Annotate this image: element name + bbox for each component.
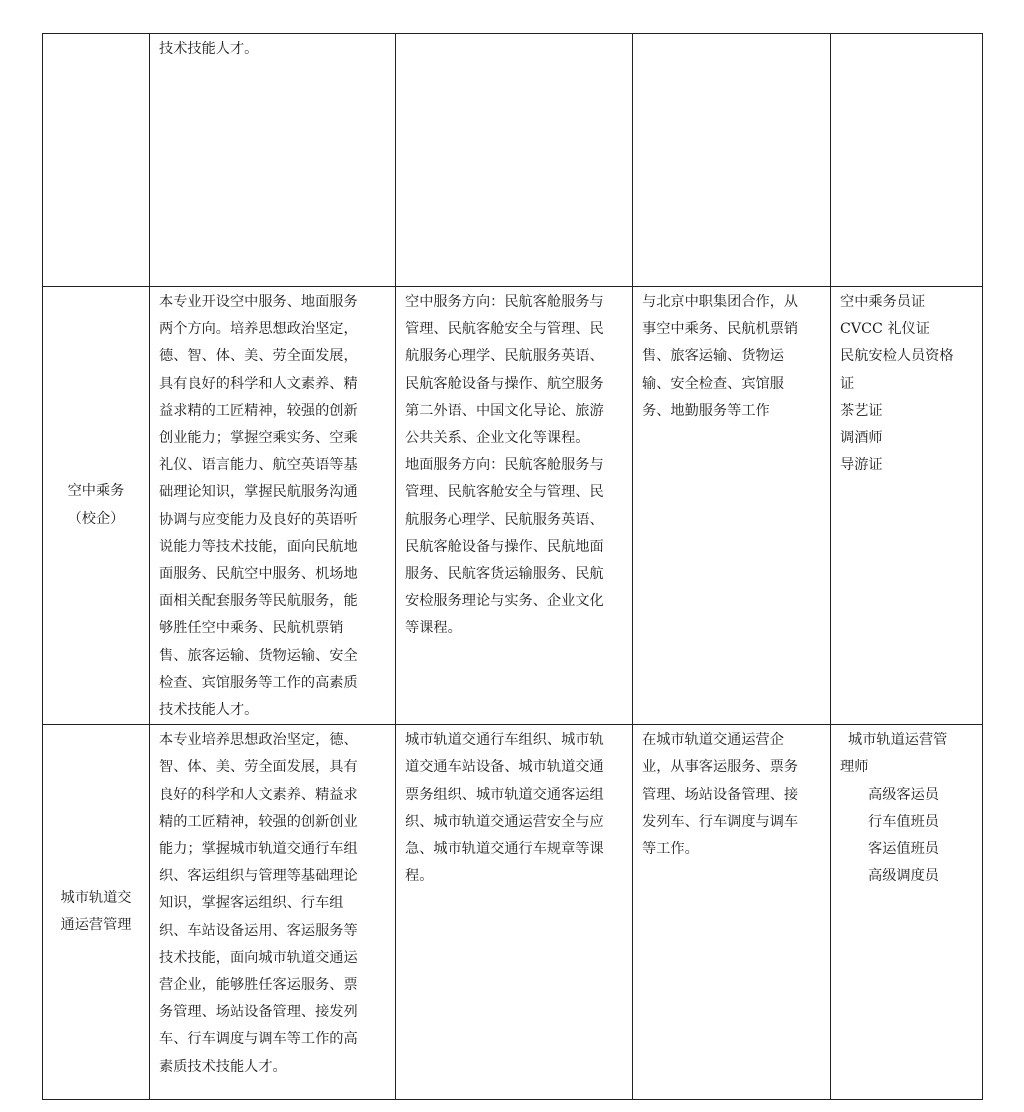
course-line: 服务、民航客货运输服务、民航 — [405, 566, 604, 583]
employment-line: 务、地勤服务等工作 — [642, 402, 770, 419]
course-line: 急、城市轨道交通行车规章等课 — [405, 841, 604, 858]
goal-line: 创业能力；掌握空乘实务、空乘 — [159, 430, 358, 447]
goal-line: 协调与应变能力及良好的英语听 — [159, 511, 358, 528]
goal-line: 技术技能，面向城市轨道交通运 — [159, 949, 358, 966]
goal-line: 良好的科学和人文素养、精益求 — [159, 786, 358, 803]
course-line: 航服务心理学、民航服务英语、 — [405, 511, 604, 528]
goal-line: 营企业，能够胜任客运服务、票 — [159, 977, 358, 994]
goal-line: 务管理、场站设备管理、接发列 — [159, 1004, 358, 1021]
employment-cell — [633, 725, 831, 1100]
table-row — [43, 287, 983, 725]
employment-cell — [633, 287, 831, 725]
certificate-item: CVCC 礼仪证 — [840, 321, 930, 338]
program-table — [42, 33, 983, 1100]
major-name: 空中乘务 — [67, 483, 125, 500]
goal-line: 够胜任空中乘务、民航机票销 — [159, 620, 344, 637]
course-line: 管理、民航客舱安全与管理、民 — [405, 321, 604, 338]
employment-line: 事空中乘务、民航机票销 — [642, 321, 799, 338]
certificate-item: 理师 — [840, 759, 869, 776]
goal-line: 说能力等技术技能，面向民航地 — [159, 538, 358, 555]
course-line: 织、城市轨道交通运营安全与应 — [405, 813, 604, 830]
certificates-cell — [831, 725, 983, 1100]
goal-line: 本专业开设空中服务、地面服务 — [159, 294, 358, 310]
certificate-item: 高级客运员 — [868, 786, 939, 803]
course-line: 票务组织、城市轨道交通客运组 — [405, 786, 604, 803]
course-line: 航服务心理学、民航服务英语、 — [405, 348, 604, 365]
table-row — [43, 34, 983, 287]
certificates-cell — [831, 34, 983, 287]
goal-line: 织、客运组织与管理等基础理论 — [159, 868, 358, 885]
certificate-item: 客运值班员 — [868, 841, 939, 858]
goal-line: 知识，掌握客运组织、行车组 — [159, 895, 344, 912]
goal-line: 织、车站设备运用、客运服务等 — [159, 922, 358, 939]
employment-line: 输、安全检查、宾馆服 — [642, 375, 784, 392]
major-name: 通运营管理 — [60, 917, 132, 934]
major-name: 城市轨道交 — [60, 890, 132, 907]
certificate-item: 行车值班员 — [868, 813, 939, 830]
major-cell — [43, 725, 150, 1100]
goal-line: 车、行车调度与调车等工作的高 — [159, 1031, 358, 1048]
goal-line: 德、智、体、美、劳全面发展， — [159, 348, 358, 365]
employment-line: 等工作。 — [642, 841, 699, 858]
course-line: 道交通车站设备、城市轨道交通 — [405, 759, 604, 776]
course-line: 第二外语、中国文化导论、旅游 — [405, 402, 604, 419]
certificate-item: 空中乘务员证 — [840, 294, 926, 310]
certificate-item: 调酒师 — [840, 430, 883, 447]
certificate-item: 民航安检人员资格 — [840, 348, 954, 365]
goal-line: 技术技能人才。 — [159, 702, 259, 719]
major-note: （校企） — [67, 510, 125, 527]
course-line: 程。 — [405, 868, 434, 885]
certificate-item: 城市轨道运营管 — [848, 732, 948, 749]
certificate-item: 导游证 — [840, 457, 883, 474]
goal-line: 具有良好的科学和人文素养、精 — [159, 375, 358, 392]
major-cell — [43, 287, 150, 725]
course-line: 民航客舱设备与操作、民航地面 — [405, 538, 604, 555]
goal-line: 精的工匠精神，较强的创新创业 — [159, 813, 358, 830]
course-line: 地面服务方向：民航客舱服务与 — [405, 457, 604, 474]
employment-line: 业，从事客运服务、票务 — [642, 759, 799, 776]
goal-line: 本专业培养思想政治坚定，德、 — [159, 732, 358, 749]
goal-line: 面相关配套服务等民航服务，能 — [159, 593, 358, 610]
course-line: 等课程。 — [405, 620, 462, 637]
employment-line: 在城市轨道交通运营企 — [642, 732, 784, 749]
courses-cell — [396, 34, 633, 287]
goal-line: 两个方向。培养思想政治坚定， — [159, 321, 358, 338]
course-line: 空中服务方向：民航客舱服务与 — [405, 294, 604, 310]
course-line: 安检服务理论与实务、企业文化 — [405, 593, 604, 610]
employment-line: 管理、场站设备管理、接 — [642, 786, 799, 803]
goal-line: 技术技能人才。 — [159, 41, 259, 57]
goal-line: 益求精的工匠精神，较强的创新 — [159, 402, 358, 419]
goal-line: 素质技术技能人才。 — [159, 1058, 287, 1075]
employment-line: 与北京中职集团合作，从 — [642, 294, 799, 310]
certificate-item: 高级调度员 — [868, 868, 939, 885]
goal-line: 售、旅客运输、货物运输、安全 — [159, 647, 358, 664]
goal-line: 础理论知识，掌握民航服务沟通 — [159, 484, 358, 501]
training-goal-cell — [150, 34, 396, 287]
employment-line: 售、旅客运输、货物运 — [642, 348, 784, 365]
course-line: 城市轨道交通行车组织、城市轨 — [405, 732, 604, 749]
employment-cell — [633, 34, 831, 287]
goal-line: 智、体、美、劳全面发展，具有 — [159, 759, 358, 776]
course-line: 管理、民航客舱安全与管理、民 — [405, 484, 604, 501]
employment-line: 发列车、行车调度与调车 — [642, 813, 799, 830]
major-cell — [43, 34, 150, 287]
goal-line: 面服务、民航空中服务、机场地 — [159, 566, 358, 583]
training-goal-cell — [150, 725, 396, 1100]
certificate-item: 证 — [840, 375, 855, 392]
certificate-item: 茶艺证 — [840, 402, 883, 419]
courses-cell — [396, 287, 633, 725]
goal-line: 礼仪、语言能力、航空英语等基 — [159, 457, 358, 474]
goal-line: 能力；掌握城市轨道交通行车组 — [159, 841, 358, 858]
course-line: 民航客舱设备与操作、航空服务 — [405, 375, 604, 392]
certificates-cell — [831, 287, 983, 725]
course-line: 公共关系、企业文化等课程。 — [405, 430, 590, 447]
courses-cell — [396, 725, 633, 1100]
table-row — [43, 725, 983, 1100]
goal-line: 检查、宾馆服务等工作的高素质 — [159, 674, 358, 691]
training-goal-cell — [150, 287, 396, 725]
